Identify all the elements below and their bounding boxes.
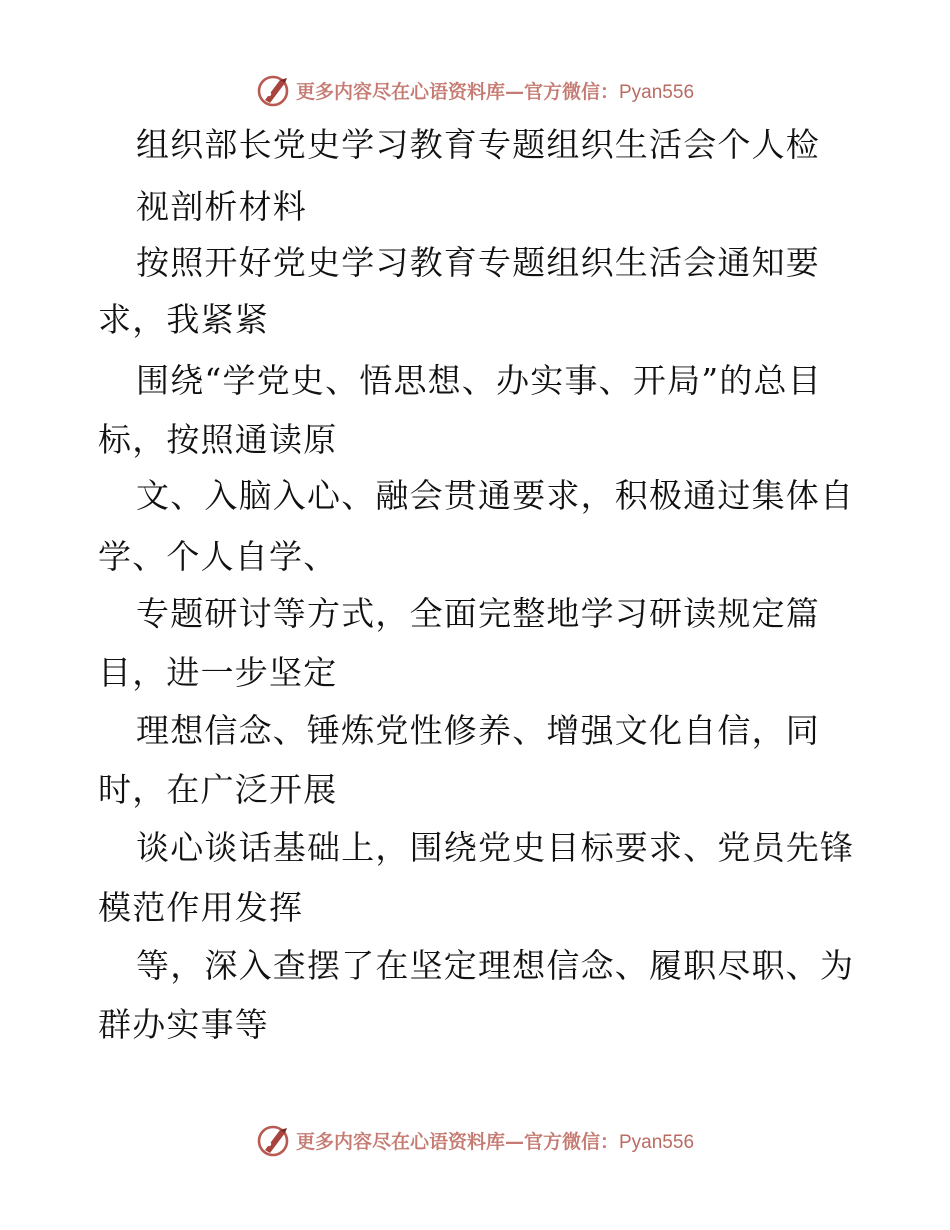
doc-line: 文、入脑入心、融会贯通要求，积极通过集体自 bbox=[136, 476, 855, 515]
watermark-dash: — bbox=[504, 1130, 524, 1153]
doc-line: 模范作用发挥 bbox=[98, 888, 304, 927]
pen-logo-icon bbox=[256, 1122, 292, 1158]
doc-line: 群办实事等 bbox=[98, 1005, 269, 1044]
doc-line: 视剖析材料 bbox=[136, 187, 307, 226]
doc-line: 学、个人自学、 bbox=[98, 537, 338, 576]
watermark-site-text: 更多内容尽在心语资料库 bbox=[295, 1130, 505, 1153]
doc-line: 专题研讨等方式，全面完整地学习研读规定篇 bbox=[136, 594, 820, 633]
doc-line: 求，我紧紧 bbox=[98, 300, 269, 339]
watermark-wechat-label: 官方微信： bbox=[523, 1130, 619, 1153]
header-watermark bbox=[0, 70, 950, 110]
watermark-wechat-id: Pyan556 bbox=[619, 1131, 695, 1153]
doc-line: 目，进一步坚定 bbox=[98, 653, 338, 692]
doc-line: 时，在广泛开展 bbox=[98, 770, 338, 809]
doc-line: 组织部长党史学习教育专题组织生活会个人检 bbox=[136, 125, 820, 164]
doc-line: 等，深入查摆了在坚定理想信念、履职尽职、为 bbox=[136, 946, 855, 985]
watermark-site-text: 更多内容尽在心语资料库 bbox=[295, 80, 505, 103]
doc-line: 按照开好党史学习教育专题组织生活会通知要 bbox=[136, 243, 820, 282]
doc-line: 标，按照通读原 bbox=[98, 420, 338, 459]
doc-line: 理想信念、锤炼党性修养、增强文化自信，同 bbox=[136, 711, 820, 750]
footer-watermark bbox=[0, 1120, 950, 1160]
doc-line: 围绕“学党史、悟思想、办实事、开局”的总目 bbox=[136, 361, 822, 400]
pen-logo-icon bbox=[256, 72, 292, 108]
watermark-wechat-label: 官方微信： bbox=[523, 80, 619, 103]
watermark-dash: — bbox=[504, 80, 524, 103]
watermark-wechat-id: Pyan556 bbox=[619, 81, 695, 103]
doc-line: 谈心谈话基础上，围绕党史目标要求、党员先锋 bbox=[136, 828, 855, 867]
